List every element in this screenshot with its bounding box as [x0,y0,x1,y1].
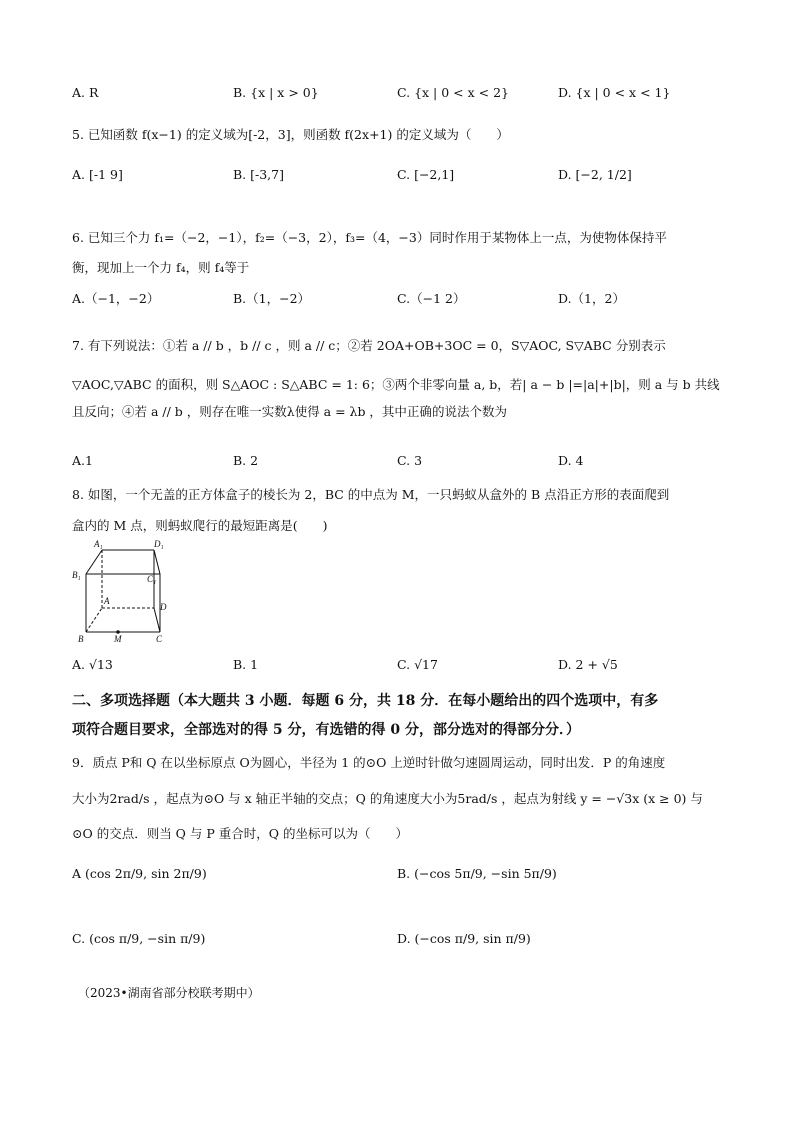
q8-option-d: D. 2 + √5 [558,657,618,672]
q7-option-a: A.1 [72,453,93,468]
source-note: （2023•湖南省部分校联考期中） [78,986,260,1000]
label-a1: A₁ [94,539,103,549]
q5-option-a: A. [-1 9] [72,167,123,182]
label-d1: D₁ [154,539,164,549]
q4-option-c: C. {x | 0 < x < 2} [397,85,509,100]
q6-line-1: 6. 已知三个力 f₁=（−2，−1），f₂=（−3，2），f₃=（4，−3）同时作用于某物体上一点，为使物体保持平 [72,230,667,245]
cube-figure [72,536,182,646]
q6-option-d: D.（1，2） [558,291,625,306]
q4-option-b: B. {x | x > 0} [233,85,319,100]
label-b1: B₁ [72,570,81,580]
q5-option-b: B. [-3,7] [233,167,284,182]
q7-line-1: 7. 有下列说法：①若 a // b ，b // c ，则 a // c；②若 2OA+OB+3OC = 0，S▽AOC, S▽ABC 分别表示 [72,338,666,353]
q7-option-b: B. 2 [233,453,259,468]
q9-option-a: A (cos 2π/9, sin 2π/9) [72,866,207,881]
label-d: D [160,602,167,612]
label-m: M [114,634,122,644]
q5-option-c: C. [−2,1] [397,167,455,182]
q6-option-b: B.（1，−2） [233,291,311,306]
q4-option-a: A. R [72,85,99,100]
q8-option-b: B. 1 [233,657,259,672]
q9-line-2: 大小为2rad/s ，起点为⊙O 与 x 轴正半轴的交点；Q 的角速度大小为5rad/s ，起点为射线 y = −√3x (x ≥ 0) 与 [72,791,703,806]
section-2-heading-line-1: 二、多项选择题（本大题共 3 小题．每题 6 分，共 18 分．在每小题给出的四个选项中，有多 [72,693,659,709]
q7-line-3: 且反向；④若 a // b ，则存在唯一实数λ使得 a = λb ，其中正确的说法个数为 [72,404,507,419]
label-c: C [156,634,163,644]
q4-option-d: D. {x | 0 < x < 1} [558,85,671,100]
q6-option-a: A.（−1，−2） [72,291,160,306]
q7-line-2: ▽AOC,▽ABC 的面积，则 S△AOC : S△ABC = 1: 6；③两个非零向量 a, b，若| a − b |=|a|+|b|，则 a 与 b 共线 [72,377,720,392]
label-c1: C₁ [147,574,157,584]
q6-line-2: 衡，现加上一个力 f₄，则 f₄等于 [72,260,250,275]
q5-stem: 5. 已知函数 f(x−1) 的定义域为[-2，3]，则函数 f(2x+1) 的定义域为（ ） [72,127,509,142]
q9-option-c: C. (cos π/9, −sin π/9) [72,931,206,946]
q7-option-c: C. 3 [397,453,423,468]
q6-option-c: C.（−1 2） [397,291,466,306]
q9-option-d: D. (−cos π/9, sin π/9) [397,931,531,946]
q9-line-3: ⊙O 的交点．则当 Q 与 P 重合时，Q 的坐标可以为（ ） [72,826,408,841]
q7-option-d: D. 4 [558,453,584,468]
label-a: A [104,596,110,606]
q8-line-1: 8. 如图，一个无盖的正方体盒子的棱长为 2，BC 的中点为 M，一只蚂蚁从盒外的 B 点沿正方形的表面爬到 [72,487,670,502]
q5-option-d: D. [−2, 1/2] [558,167,632,182]
label-b: B [78,634,84,644]
q9-line-1: 9．质点 P和 Q 在以坐标原点 O为圆心，半径为 1 的⊙O 上逆时针做匀速圆周运动，同时出发．P 的角速度 [72,755,666,770]
section-2-heading-line-2: 项符合题目要求，全部选对的得 5 分，有选错的得 0 分，部分选对的得部分分．） [72,722,580,738]
q9-option-b: B. (−cos 5π/9, −sin 5π/9) [397,866,557,881]
q8-line-2: 盒内的 M 点，则蚂蚁爬行的最短距离是( ) [72,518,328,533]
q8-option-c: C. √17 [397,657,438,672]
q8-option-a: A. √13 [72,657,113,672]
